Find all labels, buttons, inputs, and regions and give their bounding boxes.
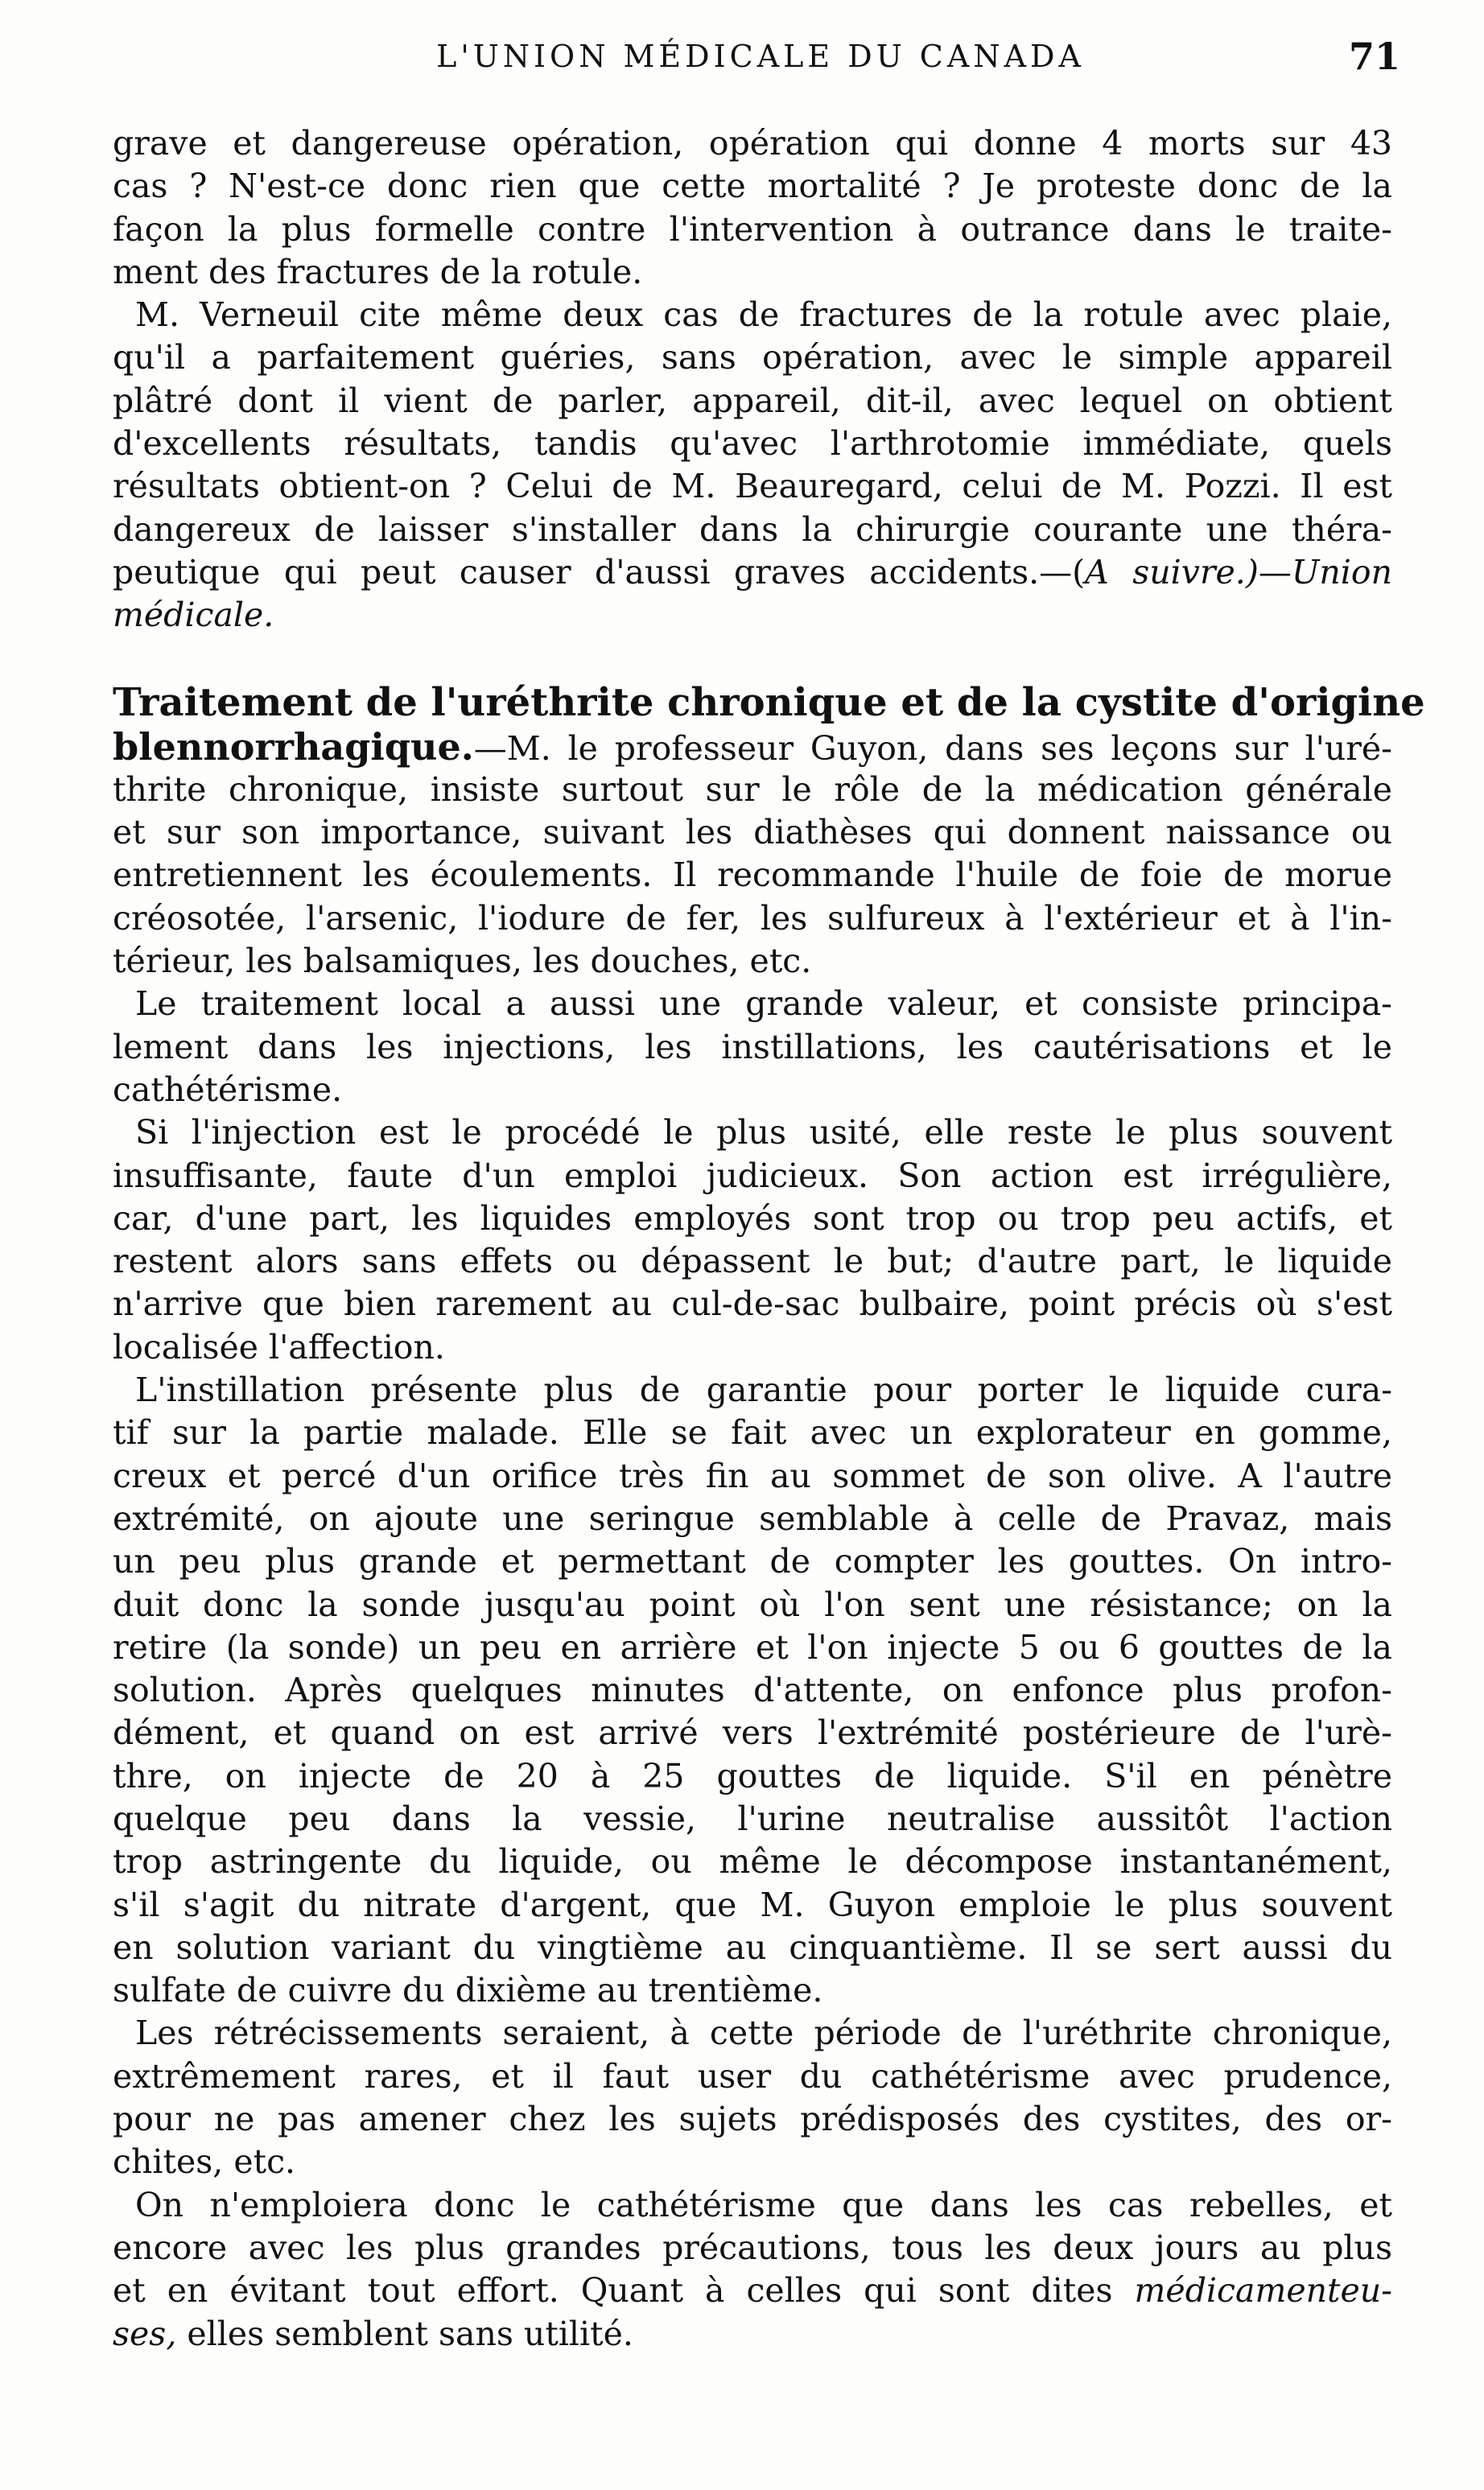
text-line: [113, 551, 1392, 594]
section-gap: [113, 637, 1392, 679]
text-line: solution. Après quelques minutes d'attente, on enfonce plus profon-: [113, 1671, 1392, 1710]
text-line: chites, etc.: [113, 2142, 296, 2182]
text-line: créosotée, l'arsenic, l'iodure de fer, les sulfureux à l'extérieur et à l'in-: [113, 898, 1392, 938]
text-line: extrêmement rares, et il faut user du cathétérisme avec prudence,: [113, 2056, 1392, 2096]
text-line: térieur, les balsamiques, les douches, etc.: [113, 942, 812, 981]
text-line: thrite chronique, insiste surtout sur le rôle de la médication générale: [113, 769, 1392, 809]
text-run: et en évitant tout effort. Quant à celles qui sont dites: [113, 2271, 1113, 2311]
body-text: [113, 122, 1425, 2356]
text-line: [113, 2269, 1392, 2312]
text-line: [113, 726, 1392, 769]
text-line: sulfate de cuivre du dixième au trentième.: [113, 1971, 823, 2010]
text-line: Le traitement local a aussi une grande valeur, et consiste principa-: [135, 984, 1392, 1024]
running-title: L'UNION MÉDICALE DU CANADA: [436, 39, 1085, 74]
text-line: et sur son importance, suivant les diathèses qui donnent naissance ou: [113, 813, 1392, 852]
italic-run: médicamenteu-: [1134, 2271, 1392, 2311]
text-line: qu'il a parfaitement guéries, sans opération, avec le simple appareil: [113, 338, 1392, 377]
text-line: encore avec les plus grandes précautions, tous les deux jours au plus: [113, 2228, 1392, 2267]
text-line: duit donc la sonde jusqu'au point où l'on sent une résistance; on la: [113, 1585, 1392, 1624]
text-line: grave et dangereuse opération, opération qui donne 4 morts sur 43: [113, 124, 1392, 163]
text-run: —M. le professeur Guyon, dans ses leçons sur l'uré-: [473, 728, 1392, 768]
text-line: insuffisante, faute d'un emploi judicieux. Son action est irrégulière,: [113, 1156, 1392, 1195]
page-number: 71: [1348, 35, 1400, 78]
running-head: [121, 32, 1400, 80]
text-line: en solution variant du vingtième au cinquantième. Il se sert aussi du: [113, 1927, 1392, 1967]
text-line: M. Verneuil cite même deux cas de fractures de la rotule avec plaie,: [135, 295, 1392, 335]
italic-run: ses,: [113, 2314, 177, 2353]
text-line: Les rétrécissements seraient, à cette période de l'uréthrite chronique,: [135, 2014, 1392, 2053]
text-line: ment des fractures de la rotule.: [113, 252, 643, 291]
text-line: [113, 2313, 1392, 2356]
section-heading: Traitement de l'uréthrite chronique et de la cystite d'origine: [113, 679, 1425, 725]
text-line: On n'emploiera donc le cathétérisme que dans les cas rebelles, et: [135, 2185, 1392, 2224]
heading-continuation: blennorrhagique.: [113, 724, 474, 769]
text-line: L'instillation présente plus de garantie pour porter le liquide cura-: [135, 1371, 1392, 1410]
text-line: tif sur la partie malade. Elle se fait avec un explorateur en gomme,: [113, 1413, 1392, 1453]
text-line: cas ? N'est-ce donc rien que cette mortalité ? Je proteste donc de la: [113, 167, 1392, 206]
text-line: retire (la sonde) un peu en arrière et l'on injecte 5 ou 6 gouttes de la: [113, 1627, 1392, 1667]
text-line: extrémité, on ajoute une seringue semblable à celle de Pravaz, mais: [113, 1499, 1392, 1538]
text-line: localisée l'affection.: [113, 1327, 445, 1367]
text-run: peutique qui peut causer d'aussi graves accidents.—(: [113, 552, 1086, 592]
text-line: résultats obtient-on ? Celui de M. Beauregard, celui de M. Pozzi. Il est: [113, 467, 1392, 506]
text-line: entretiennent les écoulements. Il recommande l'huile de foie de morue: [113, 855, 1392, 895]
text-run: elles semblent sans utilité.: [176, 2314, 633, 2353]
text-line: dément, et quand on est arrivé vers l'extrémité postérieure de l'urè-: [113, 1713, 1392, 1753]
text-line: cathétérisme.: [113, 1070, 343, 1109]
text-line: plâtré dont il vient de parler, appareil, dit-il, avec lequel on obtient: [113, 381, 1392, 420]
text-line: restent alors sans effets ou dépassent le but; d'autre part, le liquide: [113, 1242, 1392, 1281]
text-line: pour ne pas amener chez les sujets prédisposés des cystites, des or-: [113, 2100, 1392, 2139]
text-line: creux et percé d'un orifice très fin au sommet de son olive. A l'autre: [113, 1456, 1392, 1495]
text-line: n'arrive que bien rarement au cul-de-sac bulbaire, point précis où s'est: [113, 1284, 1392, 1324]
text-line: lement dans les injections, les instillations, les cautérisations et le: [113, 1027, 1392, 1066]
text-line: car, d'une part, les liquides employés sont trop ou trop peu actifs, et: [113, 1198, 1392, 1238]
text-line: d'excellents résultats, tandis qu'avec l'arthrotomie immédiate, quels: [113, 424, 1392, 464]
text-line: quelque peu dans la vessie, l'urine neutralise aussitôt l'action: [113, 1799, 1392, 1838]
text-line: trop astringente du liquide, ou même le décompose instantanément,: [113, 1842, 1392, 1882]
text-line: s'il s'agit du nitrate d'argent, que M. Guyon emploie le plus souvent: [113, 1885, 1392, 1924]
italic-run: A suivre.)—Union: [1085, 552, 1392, 592]
text-line: dangereux de laisser s'installer dans la chirurgie courante une théra-: [113, 509, 1392, 549]
text-line: un peu plus grande et permettant de compter les gouttes. On intro-: [113, 1542, 1392, 1581]
text-line: thre, on injecte de 20 à 25 gouttes de liquide. S'il en pénètre: [113, 1756, 1392, 1795]
text-line: façon la plus formelle contre l'intervention à outrance dans le traite-: [113, 209, 1392, 249]
text-line: Si l'injection est le procédé le plus usité, elle reste le plus souvent: [135, 1113, 1392, 1152]
text-line: médicale.: [113, 596, 274, 635]
